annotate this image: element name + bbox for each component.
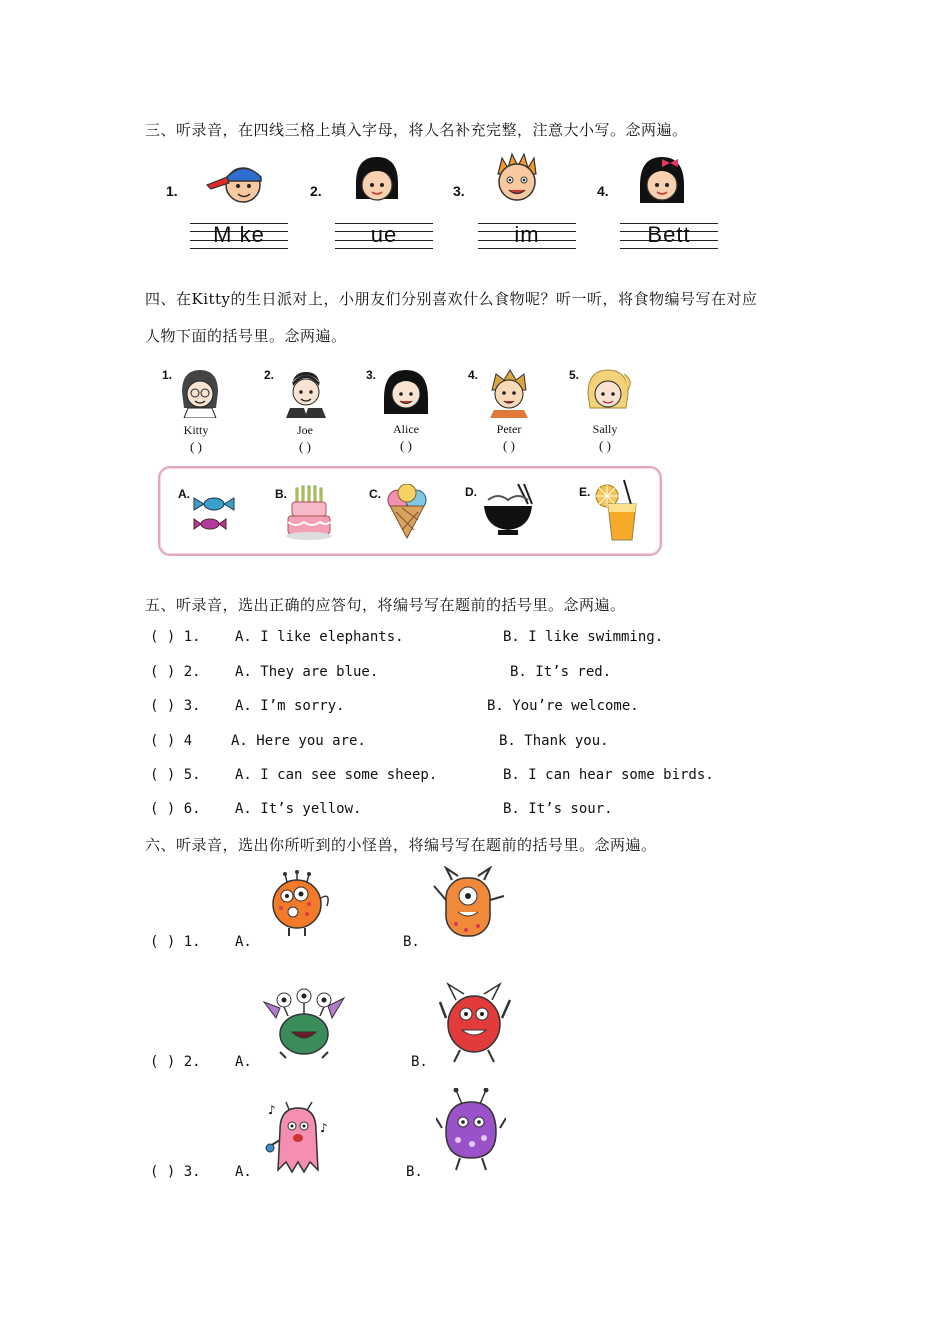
name-fill-text: Bett [647, 222, 691, 247]
option-a: A. [235, 934, 252, 950]
answer-paren[interactable]: ( ) [503, 438, 515, 453]
four-line-grid [620, 221, 718, 255]
person-name: Peter [496, 422, 522, 436]
birthday-cake-icon [284, 482, 332, 542]
option-b: B. I can hear some birds. [503, 767, 714, 783]
question-label[interactable]: ( ) 2. [150, 1054, 201, 1070]
food-letter: E. [579, 485, 591, 499]
food-letter: A. [178, 487, 190, 501]
noodles-bowl-icon [478, 482, 538, 540]
option-a: A. I’m sorry. [235, 698, 345, 714]
option-b: B. [411, 1054, 428, 1070]
person-number: 5. [569, 368, 580, 382]
question-label[interactable]: ( ) 1. [150, 934, 201, 950]
option-b: B. Thank you. [499, 733, 609, 749]
option-a: A. [235, 1054, 252, 1070]
option-a: A. I like elephants. [235, 629, 404, 645]
section4-title-line2: 人物下面的括号里。念两遍。 [145, 327, 347, 345]
s3-item-number: 1. [166, 183, 178, 199]
option-b: B. [406, 1164, 423, 1180]
orange-juice-icon [594, 478, 644, 542]
four-line-grid [335, 221, 433, 255]
question-label[interactable]: ( ) 1. [150, 629, 201, 645]
svg-text:♪: ♪ [268, 1103, 276, 1117]
girl-bow-face-icon [634, 155, 690, 207]
answer-paren[interactable]: ( ) [599, 438, 611, 453]
person-name: Sally [592, 422, 618, 436]
name-fill-text: ue [370, 222, 398, 247]
option-b: B. It’s sour. [503, 801, 613, 817]
boy-cap-face-icon [203, 155, 271, 207]
orange-round-monster-icon [265, 868, 331, 940]
person-name: Joe [297, 423, 313, 437]
option-a: A. [235, 1164, 252, 1180]
orange-one-eye-monster-icon [430, 866, 508, 944]
option-b: B. I like swimming. [503, 629, 664, 645]
candy-icon [190, 490, 240, 536]
peter-face-icon [484, 368, 534, 418]
question-label[interactable]: ( ) 3. [150, 698, 201, 714]
question-label[interactable]: ( ) 2. [150, 664, 201, 680]
answer-paren[interactable]: ( ) [190, 439, 202, 454]
section3-title: 三、听录音，在四线三格上填入字母，将人名补充完整，注意大小写。念两遍。 [145, 121, 688, 139]
food-letter: B. [275, 487, 287, 501]
answer-paren[interactable]: ( ) [299, 439, 311, 454]
option-b: B. It’s red. [510, 664, 612, 680]
s3-item-number: 3. [453, 183, 465, 199]
person-name: Alice [393, 422, 419, 436]
answer-paren[interactable]: ( ) [400, 438, 412, 453]
option-a: A. Here you are. [231, 733, 366, 749]
s3-item-number: 4. [597, 183, 609, 199]
option-b: B. [403, 934, 420, 950]
sally-face-icon [582, 368, 634, 418]
question-label[interactable]: ( ) 5. [150, 767, 201, 783]
person-number: 3. [366, 368, 377, 382]
alice-face-icon [380, 368, 432, 418]
four-line-grid [190, 221, 288, 255]
red-horned-monster-icon [438, 978, 514, 1064]
option-a: A. It’s yellow. [235, 801, 362, 817]
girl-black-hair-face-icon [350, 155, 404, 207]
person-number: 2. [264, 368, 275, 382]
section4-title-line1: 四、在Kitty的生日派对上，小朋友们分别喜欢什么食物呢？听一听，将食物编号写在对应 [145, 290, 758, 308]
question-label[interactable]: ( ) 4 [150, 733, 193, 749]
ice-cream-icon [382, 484, 432, 540]
question-label[interactable]: ( ) 3. [150, 1164, 201, 1180]
food-letter: D. [465, 485, 477, 499]
green-winged-monster-icon [262, 988, 346, 1060]
person-number: 4. [468, 368, 479, 382]
svg-text:♪: ♪ [320, 1121, 328, 1135]
name-fill-text: im [514, 222, 540, 247]
kitty-face-icon [176, 368, 224, 418]
option-a: A. I can see some sheep. [235, 767, 438, 783]
four-line-grid [478, 221, 576, 255]
boy-spiky-hair-face-icon [490, 150, 544, 206]
section6-title: 六、听录音，选出你所听到的小怪兽，将编号写在题前的括号里。念两遍。 [145, 836, 657, 854]
joe-face-icon [282, 368, 330, 418]
purple-antenna-monster-icon [436, 1088, 506, 1172]
person-name: Kitty [183, 423, 209, 437]
option-b: B. You’re welcome. [487, 698, 639, 714]
food-letter: C. [369, 487, 381, 501]
s3-item-number: 2. [310, 183, 322, 199]
section5-title: 五、听录音，选出正确的应答句，将编号写在题前的括号里。念两遍。 [145, 596, 626, 614]
name-fill-text: M ke [213, 222, 265, 247]
person-number: 1. [162, 368, 173, 382]
pink-singing-monster-icon [264, 1100, 334, 1178]
question-label[interactable]: ( ) 6. [150, 801, 201, 817]
option-a: A. They are blue. [235, 664, 379, 680]
